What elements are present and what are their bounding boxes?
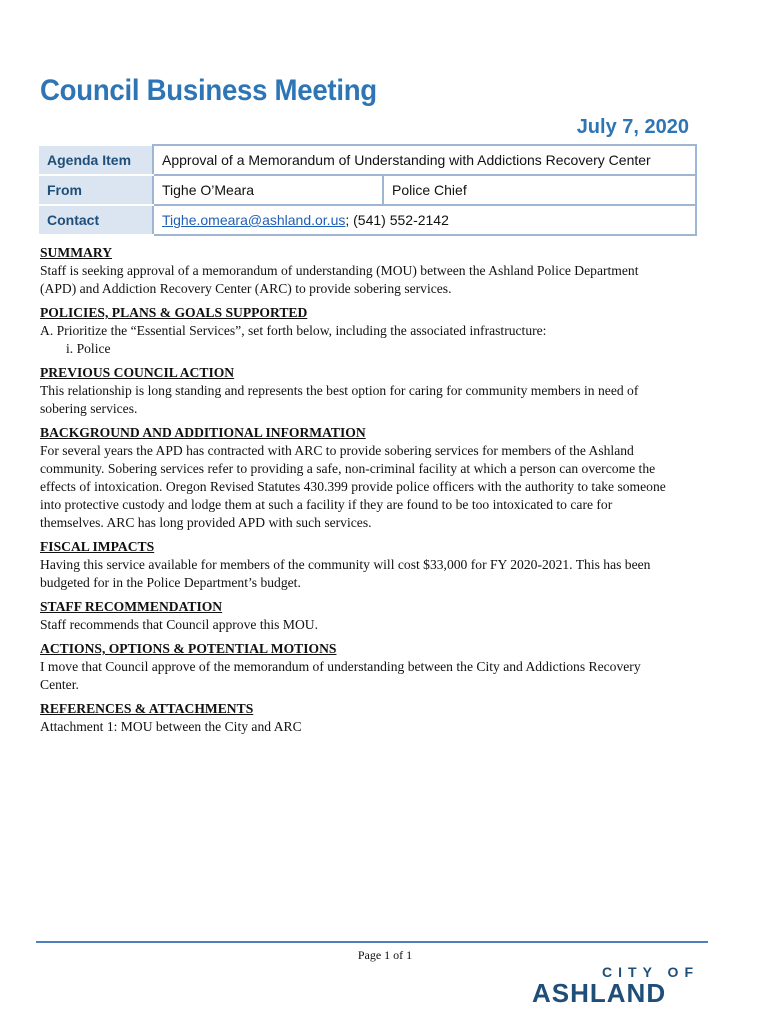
fiscal-line: Having this service available for members of the community will cost $33,000 for FY 2020-2021. This has been	[40, 557, 651, 572]
policies-section	[40, 304, 740, 358]
policies-subitem: i. Police	[66, 341, 111, 356]
city-of-ashland-logo	[532, 964, 707, 1008]
contact-label: Contact	[38, 205, 153, 235]
previous-action-line: This relationship is long standing and represents the best option for caring for community members in need of	[40, 383, 639, 398]
from-label: From	[38, 175, 153, 205]
agenda-item-row	[38, 145, 696, 175]
background-line: community. Sobering services refer to providing a safe, non-criminal facility at which a person can overcome the	[40, 461, 656, 476]
logo-top-text: CITY OF	[602, 964, 699, 980]
staff-recommendation-heading: STAFF RECOMMENDATION	[40, 599, 223, 614]
from-name: Tighe O’Meara	[153, 175, 383, 205]
background-line: effects of intoxication. Oregon Revised Statutes 430.399 provide police officers with the authority to take someone	[40, 479, 666, 494]
fiscal-section	[40, 538, 740, 592]
contact-email-link[interactable]: Tighe.omeara@ashland.or.us	[162, 212, 346, 228]
document-body	[40, 244, 740, 742]
staff-recommendation-section	[40, 598, 740, 634]
summary-section	[40, 244, 740, 298]
logo-main-text: ASHLAND	[532, 978, 667, 1008]
background-heading: BACKGROUND AND ADDITIONAL INFORMATION	[40, 425, 366, 440]
background-line: For several years the APD has contracted with ARC to provide sobering services for members of the Ashland	[40, 443, 634, 458]
actions-heading: ACTIONS, OPTIONS & POTENTIAL MOTIONS	[40, 641, 337, 656]
from-title: Police Chief	[383, 175, 696, 205]
summary-line: Staff is seeking approval of a memorandum of understanding (MOU) between the Ashland Police Department	[40, 263, 639, 278]
actions-line: I move that Council approve of the memorandum of understanding between the City and Addictions Recovery	[40, 659, 641, 674]
previous-action-line: sobering services.	[40, 401, 138, 416]
staff-recommendation-line: Staff recommends that Council approve this MOU.	[40, 617, 318, 632]
from-row	[38, 175, 696, 205]
references-heading: REFERENCES & ATTACHMENTS	[40, 701, 254, 716]
contact-value	[153, 205, 696, 235]
references-section	[40, 700, 740, 736]
fiscal-heading: FISCAL IMPACTS	[40, 539, 155, 554]
summary-line: (APD) and Addiction Recovery Center (ARC) to provide sobering services.	[40, 281, 452, 296]
contact-row	[38, 205, 696, 235]
policies-heading: POLICIES, PLANS & GOALS SUPPORTED	[40, 305, 308, 320]
policies-item: A. Prioritize the “Essential Services”, set forth below, including the associated infrastructure:	[40, 323, 547, 338]
actions-section	[40, 640, 740, 694]
agenda-info-table	[37, 144, 697, 236]
agenda-item-label: Agenda Item	[38, 145, 153, 175]
previous-action-section	[40, 364, 740, 418]
fiscal-line: budgeted for in the Police Department’s budget.	[40, 575, 301, 590]
background-line: themselves. ARC has long provided APD with such services.	[40, 515, 372, 530]
agenda-item-value: Approval of a Memorandum of Understanding with Addictions Recovery Center	[153, 145, 696, 175]
meeting-date: July 7, 2020	[576, 116, 689, 138]
previous-action-heading: PREVIOUS COUNCIL ACTION	[40, 365, 235, 380]
background-line: into protective custody and lodge them at such a facility if they are found to be too intoxicated to care for	[40, 497, 613, 512]
page-number: Page 1 of 1	[357, 948, 413, 962]
summary-heading: SUMMARY	[40, 245, 113, 260]
footer-divider	[36, 941, 708, 943]
background-section	[40, 424, 740, 532]
contact-phone: ; (541) 552-2142	[345, 212, 449, 228]
actions-line: Center.	[40, 677, 79, 692]
page-title: Council Business Meeting	[40, 74, 377, 107]
references-line: Attachment 1: MOU between the City and ARC	[40, 719, 302, 734]
